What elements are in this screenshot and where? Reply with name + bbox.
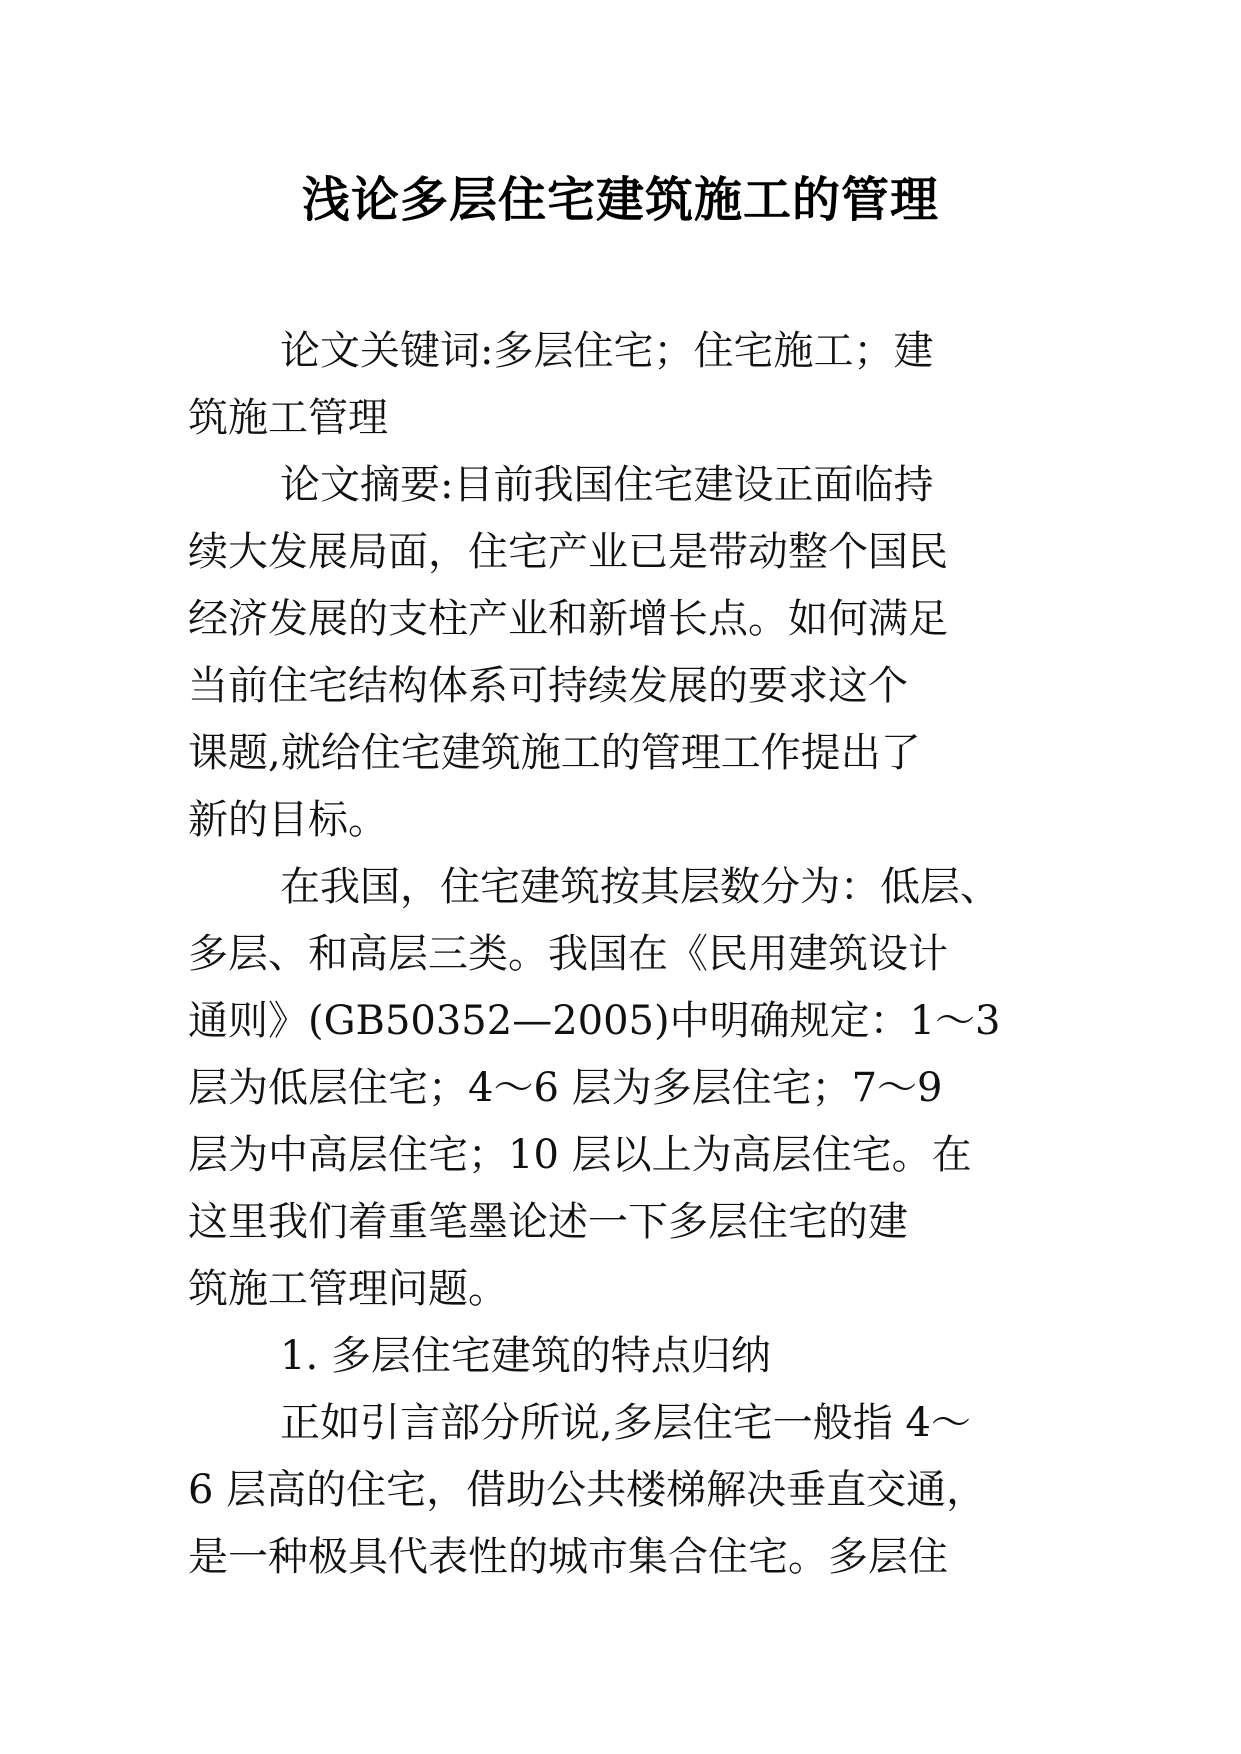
body-line: 层为中高层住宅；10 层以上为高层住宅。在 <box>188 1132 972 1178</box>
body-line: 通则》(GB50352—2005)中明确规定：1～3 <box>188 998 1001 1044</box>
body-line: 筑施工管理 <box>188 395 388 441</box>
body-line: 正如引言部分所说,多层住宅一般指 4～ <box>280 1400 971 1446</box>
body-line: 续大发展局面，住宅产业已是带动整个国民 <box>188 529 948 575</box>
document-title: 浅论多层住宅建筑施工的管理 <box>301 172 939 228</box>
body-line: 经济发展的支柱产业和新增长点。如何满足 <box>188 596 948 642</box>
body-line: 在我国，住宅建筑按其层数分为：低层、 <box>280 864 1000 910</box>
body-line: 筑施工管理问题。 <box>188 1266 508 1312</box>
body-line: 是一种极具代表性的城市集合住宅。多层住 <box>188 1534 948 1580</box>
body-line: 新的目标。 <box>188 797 388 843</box>
body-line: 多层、和高层三类。我国在《民用建筑设计 <box>188 931 948 977</box>
body-line: 层为低层住宅；4～6 层为多层住宅；7～9 <box>188 1065 943 1111</box>
body-line: 论文摘要:目前我国住宅建设正面临持 <box>280 462 934 508</box>
body-line: 论文关键词:多层住宅；住宅施工；建 <box>280 328 934 374</box>
document-body <box>188 318 1068 1591</box>
section-heading: 1. 多层住宅建筑的特点归纳 <box>280 1333 771 1379</box>
body-line: 课题,就给住宅建筑施工的管理工作提出了 <box>188 730 921 776</box>
body-line: 6 层高的住宅，借助公共楼梯解决垂直交通， <box>188 1467 987 1513</box>
body-line: 当前住宅结构体系可持续发展的要求这个 <box>188 663 908 709</box>
body-line: 这里我们着重笔墨论述一下多层住宅的建 <box>188 1199 908 1245</box>
